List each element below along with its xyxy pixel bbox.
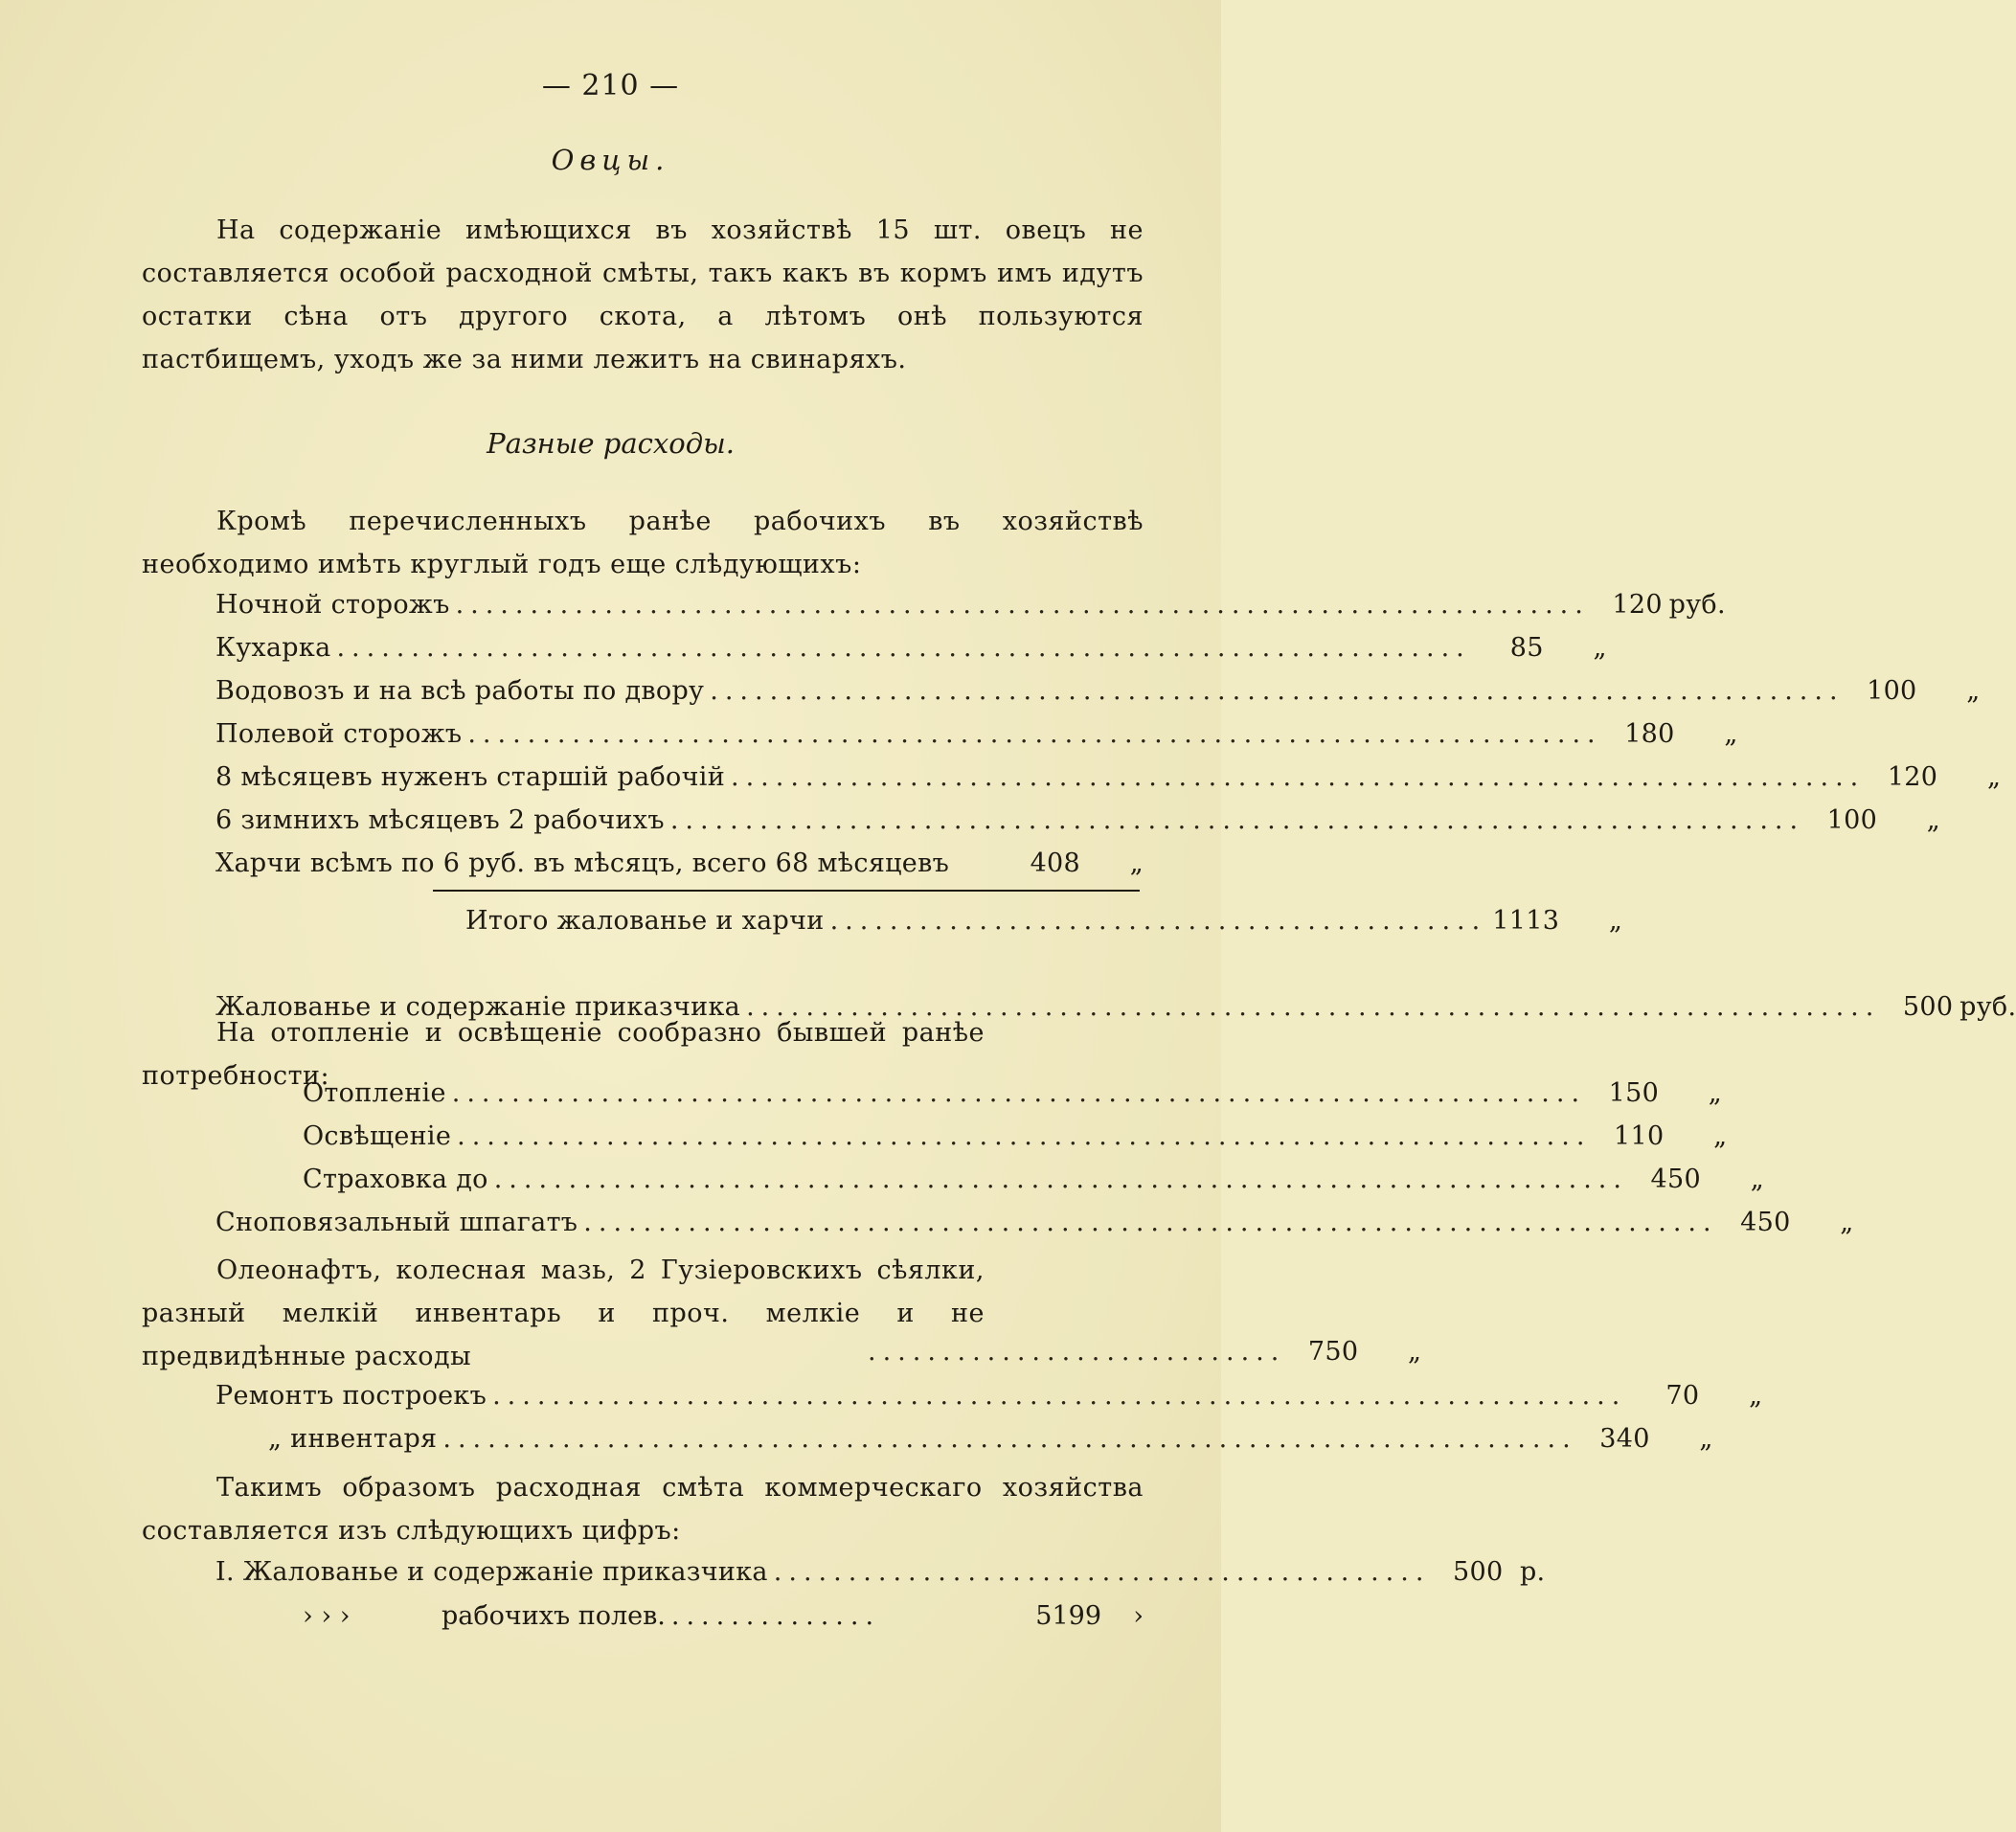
leader-dots: ............................................................................: [710, 676, 1845, 706]
list-item: Харчи всѣмъ по 6 руб. въ мѣсяцъ, всего 68 мѣсяцевъ 408 „: [215, 848, 1144, 878]
paragraph-oil: Олеонафтъ, колесная мазь, 2 Гузiеровскихъ сѣялки, разный мелкiй инвентарь и проч. мелкiе и не предвидѣнные расходы: [142, 1255, 985, 1371]
heading-misc-expenses: Разные расходы.: [487, 427, 735, 460]
summary-row: › › › рабочихъ полев. .............. 5199 ›: [303, 1597, 1144, 1636]
leader-dots: ............................................................................: [669, 805, 1805, 835]
paragraph-sheep: На содержанiе имѣющихся въ хозяйствѣ 15 шт. овецъ не составляется особой расходной смѣты, такъ какъ въ кормъ имъ идутъ остатки сѣна отъ другого скота, а лѣтомъ онѣ пользуются пастбищемъ, уходъ же за ними лежитъ на свинаряхъ.: [142, 215, 1144, 374]
leader-dots: ............................................................................: [583, 1208, 1718, 1237]
list-item: Освѣщенiе ............................................................................ 110 „: [303, 1118, 1144, 1156]
total-divider: [433, 890, 1140, 892]
list-item: Водовозъ и на всѣ работы по двору ............................................................................ 100 „: [215, 672, 1144, 711]
heading-sheep: Овцы.: [551, 144, 670, 176]
list-item: 6 зимнихъ мѣсяцевъ 2 рабочихъ ............................................................................ 100 „: [215, 802, 1144, 840]
list-item: Полевой сторожъ ............................................................................ 180 „: [215, 715, 1144, 754]
paragraph-workers-intro: Кромѣ перечисленныхъ ранѣе рабочихъ въ хозяйствѣ необходимо имѣть круглый годъ еще слѣдующихъ:: [142, 507, 1144, 579]
ditto-marks: › › ›: [303, 1601, 351, 1631]
twine-row: Сноповязальный шпагатъ ............................................................................ 450 „: [215, 1204, 1144, 1242]
leader-dots: ............................................: [773, 1557, 1431, 1587]
list-item: „ инвентаря ............................................................................ 340 „: [268, 1420, 1144, 1459]
list-item: Ремонтъ построекъ ............................................................................ 70 „: [215, 1377, 1144, 1415]
paragraph-summary-intro: Такимъ образомъ расходная смѣта коммерческаго хозяйства составляется изъ слѣдующихъ цифръ:: [142, 1473, 1144, 1546]
leader-dots: ............................................................................: [492, 1381, 1627, 1411]
list-item: Отопленiе ............................................................................ 150 „: [303, 1074, 1144, 1113]
leader-dots: ............................................................................: [493, 1165, 1628, 1194]
leader-dots: ............................................................................: [746, 992, 1881, 1022]
list-item: 8 мѣсяцевъ нуженъ старшiй рабочiй ............................................................................ 120 „: [215, 758, 1144, 797]
leader-dots: ............................................................................: [442, 1424, 1577, 1454]
list-item: Страховка до ............................................................................ 450 „: [303, 1161, 1144, 1199]
leader-dots: ............................................................................: [455, 590, 1590, 620]
leader-dots: ............................................: [829, 906, 1487, 936]
list-item: Кухарка ............................................................................ 85 „: [215, 629, 1144, 667]
paragraph-heating-intro: На отопленiе и освѣщенiе сообразно бывшей ранѣе потребности:: [142, 1018, 985, 1091]
leader-dots: ............................: [868, 1337, 1286, 1367]
leader-dots: ............................................................................: [451, 1078, 1587, 1108]
summary-row: I. Жалованье и содержанiе приказчика ............................................ 500 р.: [215, 1553, 1144, 1592]
page-number: — 210 —: [541, 69, 680, 102]
leader-dots: ............................................................................: [457, 1121, 1592, 1151]
leader-dots: ..............: [670, 1601, 881, 1631]
leader-dots: ............................................................................: [730, 762, 1866, 792]
workers-total-row: Итого жалованье и харчи ............................................ 1113 „: [465, 902, 1144, 940]
leader-dots: ............................................................................: [467, 719, 1602, 749]
oil-amount-row: ............................ 750 „: [862, 1333, 1144, 1371]
list-item: Ночной сторожъ ............................................................................ 120 руб.: [215, 586, 1144, 624]
steward-row: Жалованье и содержанiе приказчика ............................................................................ 500 руб.: [215, 988, 1144, 1027]
leader-dots: ............................................................................: [336, 633, 1471, 663]
